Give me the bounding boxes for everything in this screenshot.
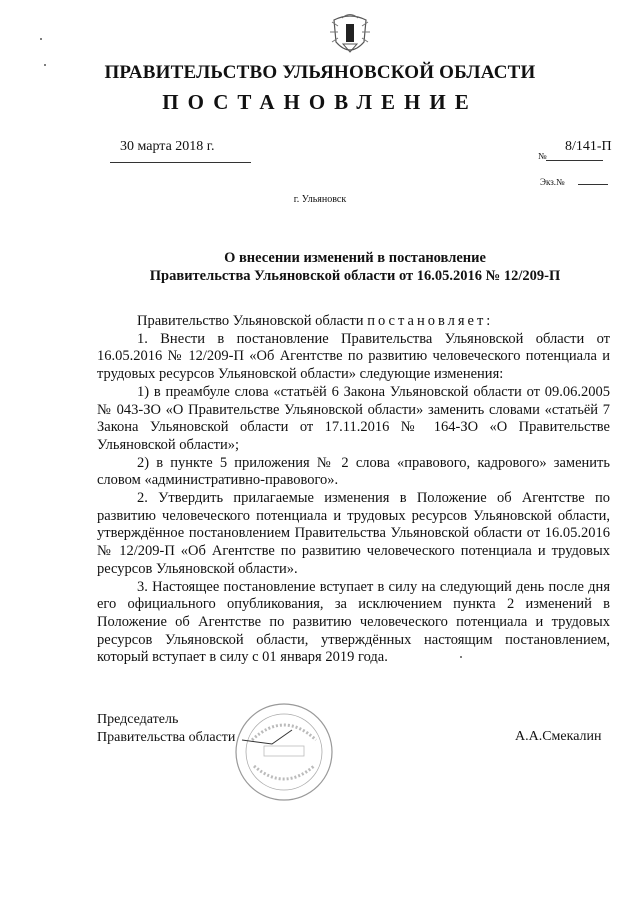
- copy-number-underline: [578, 184, 608, 185]
- paragraph-1-1: 1) в преамбуле слова «статьёй 6 Закона Ульяновской области от 09.06.2005 № 043-ЗО «О Правительстве Ульяновской области» заменить словами «статьёй 7 Закона Ульяновской области от 17.11.2016 № 164-ЗО «О Правительстве Ульяновской области»;: [97, 383, 610, 453]
- paragraph-3: 3. Настоящее постановление вступает в силу на следующий день после дня его официального опубликования, за исключением пункта 2 изменений в Положение об Агентстве по развитию человеческого потенциала и трудовых ресурсов Ульяновской области, утверждённых настоящим постановлением, который вступает в силу с 01 января 2019 года.: [97, 578, 610, 666]
- document-subject: [100, 249, 610, 285]
- coat-of-arms-icon: [328, 12, 372, 60]
- signatory-position: [97, 711, 235, 747]
- date-underline: [110, 162, 251, 163]
- intro-verb: постановляет:: [367, 313, 494, 329]
- stamp-icon: [232, 700, 336, 804]
- subject-line-1: О внесении изменений в постановление: [224, 250, 486, 266]
- document-date: 30 марта 2018 г.: [120, 139, 215, 154]
- document-type: ПОСТАНОВЛЕНИЕ: [162, 90, 478, 114]
- document-number: 8/141-П: [565, 139, 612, 154]
- intro-paragraph: [97, 313, 610, 331]
- document-body: [97, 313, 610, 667]
- position-line-1: Председатель: [97, 712, 179, 727]
- city: г. Ульяновск: [293, 194, 347, 205]
- scan-speck: [460, 656, 462, 658]
- position-line-2: Правительства области: [97, 730, 236, 745]
- copy-number-label: Экз.№: [540, 177, 565, 187]
- signatory-name: А.А.Смекалин: [515, 729, 602, 744]
- scan-speck: [44, 64, 46, 66]
- paragraph-1: 1. Внести в постановление Правительства Ульяновской области от 16.05.2016 № 12/209-П «Об Агентстве по развитию человеческого потенциала и трудовых ресурсов Ульяновской области» следующие изменения:: [97, 330, 610, 383]
- paragraph-2: 2. Утвердить прилагаемые изменения в Положение об Агентстве по развитию человеческого потенциала и трудовых ресурсов Ульяновской области, утверждённое постановлением Правительства Ульяновской области от 16.05.2016 № 12/209-П «Об Агентстве по развитию человеческого потенциала и трудовых ресурсов Ульяновской области».: [97, 490, 610, 577]
- number-sign: №: [538, 151, 547, 161]
- number-underline: [546, 160, 603, 161]
- organization-title: ПРАВИТЕЛЬСТВО УЛЬЯНОВСКОЙ ОБЛАСТИ: [104, 62, 536, 83]
- paragraph-1-2: 2) в пункте 5 приложения № 2 слова «правового, кадрового» заменить словом «административно-правового».: [97, 454, 610, 489]
- intro-lead: Правительство Ульяновской области: [137, 313, 368, 329]
- subject-line-2: Правительства Ульяновской области от 16.05.2016 № 12/209-П: [149, 268, 561, 284]
- scan-speck: [40, 38, 42, 40]
